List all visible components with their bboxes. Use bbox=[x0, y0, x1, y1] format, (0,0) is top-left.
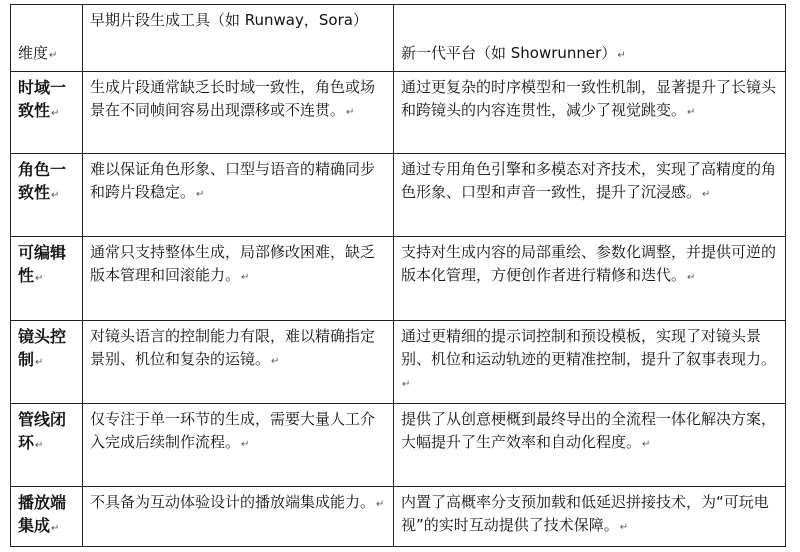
table-row bbox=[11, 237, 786, 321]
early-tools-text: 生成片段通常缺乏长时域一致性，角色或场景在不同帧间容易出现漂移或不连贯。 bbox=[90, 78, 376, 119]
early-tools-text: 通常只支持整体生成，局部修改困难，缺乏版本管理和回滚能力。 bbox=[90, 243, 376, 284]
table-row bbox=[11, 404, 786, 487]
new-platform-cell bbox=[394, 487, 786, 547]
new-platform-text: 提供了从创意梗概到最终导出的全流程一体化解决方案，大幅提升了生产效率和自动化程度。 bbox=[401, 410, 777, 451]
header-new-platform-cell bbox=[394, 5, 786, 72]
dimension-cell bbox=[11, 72, 83, 154]
early-tools-text: 仅专注于单一环节的生成，需要大量人工介入完成后续制作流程。 bbox=[90, 410, 376, 451]
early-tools-cell bbox=[83, 72, 394, 154]
paragraph-mark: ↵ bbox=[702, 189, 711, 200]
dimension-label: 播放端集成 bbox=[18, 493, 67, 535]
paragraph-mark: ↵ bbox=[51, 523, 60, 534]
paragraph-mark: ↵ bbox=[51, 108, 60, 119]
dimension-cell bbox=[11, 154, 83, 237]
new-platform-text: 通过专用角色引擎和多模态对齐技术，实现了高精度的角色形象、口型和声音一致性，提升了沉浸感。 bbox=[401, 160, 777, 201]
paragraph-mark: ↵ bbox=[687, 107, 696, 118]
comparison-table bbox=[10, 4, 786, 547]
paragraph-mark: ↵ bbox=[51, 190, 60, 201]
dimension-label: 可编辑性 bbox=[18, 243, 67, 285]
table-row bbox=[11, 72, 786, 154]
paragraph-mark: ↵ bbox=[35, 357, 44, 368]
paragraph-mark: ↵ bbox=[402, 379, 411, 390]
header-new-platform: 新一代平台（如 Showrunner） bbox=[401, 44, 617, 62]
dimension-label: 镜头控制 bbox=[18, 327, 67, 369]
paragraph-mark: ↵ bbox=[642, 439, 651, 450]
paragraph-mark: ↵ bbox=[346, 107, 355, 118]
new-platform-cell bbox=[394, 321, 786, 404]
paragraph-mark: ↵ bbox=[271, 356, 280, 367]
new-platform-text: 通过更复杂的时序模型和一致性机制，显著提升了长镜头和跨镜头的内容连贯性，减少了视觉跳变。 bbox=[401, 78, 777, 119]
table-row bbox=[11, 487, 786, 547]
table-row bbox=[11, 321, 786, 404]
dimension-cell bbox=[11, 487, 83, 547]
paragraph-mark: ↵ bbox=[35, 273, 44, 284]
early-tools-cell bbox=[83, 237, 394, 321]
paragraph-mark: ↵ bbox=[49, 50, 58, 61]
paragraph-mark: ↵ bbox=[35, 440, 44, 451]
paragraph-mark: ↵ bbox=[241, 439, 250, 450]
dimension-cell bbox=[11, 321, 83, 404]
early-tools-text: 不具备为互动体验设计的播放端集成能力。 bbox=[90, 493, 376, 511]
paragraph-mark: ↵ bbox=[241, 272, 250, 283]
early-tools-cell bbox=[83, 154, 394, 237]
dimension-label: 角色一致性 bbox=[18, 160, 67, 202]
new-platform-cell bbox=[394, 404, 786, 487]
dimension-cell bbox=[11, 237, 83, 321]
new-platform-cell bbox=[394, 72, 786, 154]
early-tools-text: 难以保证角色形象、口型与语音的精确同步和跨片段稳定。 bbox=[90, 160, 376, 201]
header-row bbox=[11, 5, 786, 72]
dimension-cell bbox=[11, 404, 83, 487]
paragraph-mark: ↵ bbox=[196, 189, 205, 200]
paragraph-mark: ↵ bbox=[687, 272, 696, 283]
dimension-label: 时域一致性 bbox=[18, 78, 67, 120]
early-tools-text: 对镜头语言的控制能力有限，难以精确指定景别、机位和复杂的运镜。 bbox=[90, 327, 376, 368]
new-platform-text: 通过更精细的提示词控制和预设模板，实现了对镜头景别、机位和运动轨迹的更精准控制，提升了叙事表现力。 bbox=[401, 327, 777, 368]
new-platform-cell bbox=[394, 154, 786, 237]
paragraph-mark: ↵ bbox=[619, 522, 629, 533]
dimension-label: 管线闭环 bbox=[18, 410, 67, 452]
paragraph-mark: ↵ bbox=[617, 50, 626, 61]
new-platform-cell bbox=[394, 237, 786, 321]
header-early-tools-cell bbox=[83, 5, 394, 72]
early-tools-cell bbox=[83, 321, 394, 404]
new-platform-text: 内置了高概率分支预加载和低延迟拼接技术，为“可玩电视”的实时互动提供了技术保障。 bbox=[401, 493, 769, 534]
header-early-tools: 早期片段生成工具（如 Runway，Sora） bbox=[90, 11, 368, 29]
early-tools-cell bbox=[83, 487, 394, 547]
header-dimension: 维度 bbox=[18, 44, 49, 62]
table-row bbox=[11, 154, 786, 237]
new-platform-text: 支持对生成内容的局部重绘、参数化调整，并提供可逆的版本化管理，方便创作者进行精修和迭代。 bbox=[401, 243, 777, 284]
early-tools-cell bbox=[83, 404, 394, 487]
paragraph-mark: ↵ bbox=[376, 499, 385, 510]
header-dimension-cell bbox=[11, 5, 83, 72]
